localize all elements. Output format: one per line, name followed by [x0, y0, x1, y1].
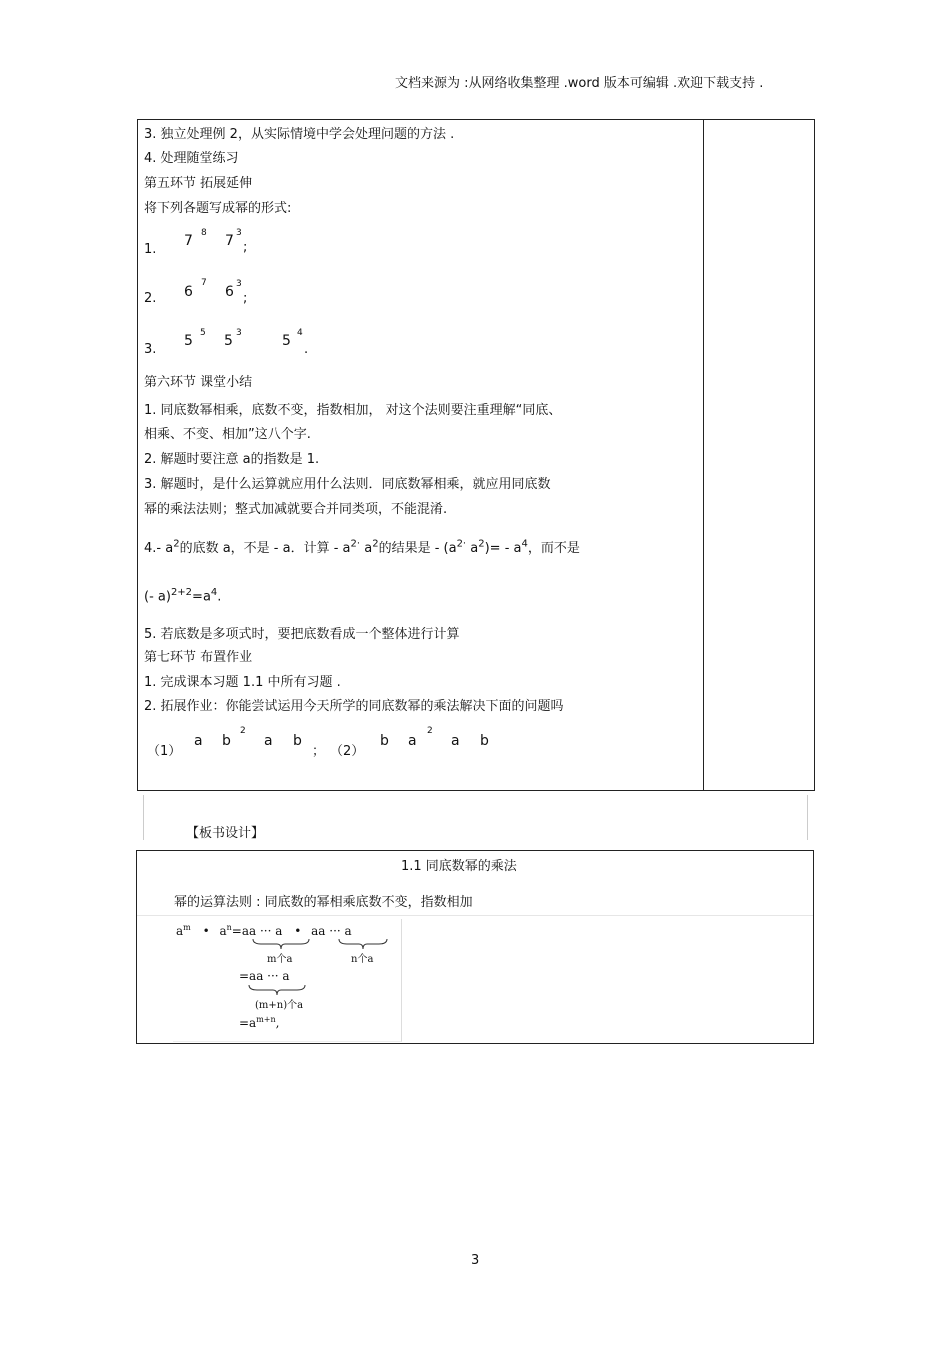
- board-top-border: [136, 850, 814, 851]
- summary-5-line: 5. 若底数是多项式时，要把底数看成一个整体进行计算: [144, 627, 460, 642]
- section-6-heading: 第六环节 课堂小结: [144, 375, 253, 390]
- page-header: 文档来源为 :从网络收集整理 .word 版本可编辑 .欢迎下载支持 .: [395, 76, 764, 91]
- variable: b: [222, 733, 231, 749]
- summary-3-line-a: 3. 解题时，是什么运算就应用什么法则．同底数幂相乘，就应用同底数: [144, 477, 551, 492]
- table-left-border: [137, 119, 138, 791]
- base: 7: [184, 233, 193, 249]
- variable: a: [451, 733, 460, 749]
- brace-label-m-plus-n: (m+n)个a: [255, 1000, 304, 1011]
- problem-2-number: （2）: [330, 744, 365, 759]
- exercise-number: 1.: [144, 242, 157, 257]
- base: 5: [184, 333, 193, 349]
- section-5-heading: 第五环节 拓展延伸: [144, 176, 253, 191]
- base: 5: [282, 333, 291, 349]
- summary-3-line-b: 幂的乘法法则；整式加减就要合并同类项，不能混淆.: [144, 502, 448, 517]
- variable: b: [380, 733, 389, 749]
- exponent: 3: [236, 328, 242, 338]
- board-bottom-border: [136, 1043, 814, 1044]
- variable: a: [408, 733, 417, 749]
- summary-4-line-a: 4.- $a^2$的底数 a，不是 - a．计算 - $a^{2\cdot}$ $a^2$的结果是 - ($a^{2\cdot}$ $a^2)= - a^4$，而不是: [144, 538, 580, 556]
- step-4-line: 4. 处理随堂练习: [144, 151, 239, 166]
- derivation-row-1: $a^m$ • $a^n=aa$ ··· a • aa ··· a: [176, 923, 352, 938]
- punctuation: ;: [243, 291, 248, 306]
- punctuation: ;: [243, 240, 248, 255]
- derivation-row-2: =aa ··· a: [239, 969, 290, 983]
- instruction-line: 将下列各题写成幂的形式:: [144, 201, 292, 216]
- exponent: 2: [427, 726, 433, 736]
- variable: b: [293, 733, 302, 749]
- variable: b: [480, 733, 489, 749]
- board-title: 1.1 同底数幂的乘法: [401, 859, 517, 874]
- summary-1-line-a: 1. 同底数幂相乘，底数不变，指数相加， 对这个法则要注重理解“同底、: [144, 403, 562, 418]
- summary-2-line: 2. 解题时要注意 a的指数是 1.: [144, 452, 320, 467]
- derivation-figure: [173, 919, 402, 1042]
- derivation-row-3: $=a^{m+n}$,: [239, 1015, 280, 1030]
- base: 6: [184, 284, 193, 300]
- exponent: 3: [236, 228, 242, 238]
- exercise-number: 3.: [144, 342, 157, 357]
- board-inner-rule: [137, 915, 813, 916]
- board-left-border: [136, 850, 137, 1044]
- base: 6: [225, 284, 234, 300]
- exponent: 7: [201, 278, 207, 288]
- base: 5: [224, 333, 233, 349]
- board-rule: 幂的运算法则 : 同底数的幂相乘底数不变，指数相加: [174, 895, 473, 910]
- board-design-label: 【板书设计】: [186, 826, 265, 841]
- brace-icon: [247, 983, 317, 997]
- exponent: 3: [236, 279, 242, 289]
- exercise-number: 2.: [144, 291, 157, 306]
- exponent: 5: [200, 328, 206, 338]
- homework-2-line: 2. 拓展作业：你能尝试运用今天所学的同底数幂的乘法解决下面的问题吗: [144, 699, 564, 714]
- board-right-border: [813, 850, 814, 1044]
- table-right-border: [814, 119, 815, 791]
- punctuation: .: [304, 342, 309, 357]
- base: 7: [225, 233, 234, 249]
- faint-left-rule: [143, 795, 144, 840]
- faint-right-rule: [807, 795, 808, 840]
- exponent: 4: [297, 328, 303, 338]
- table-column-divider: [703, 119, 704, 791]
- summary-1-line-b: 相乘、不变、相加”这八个字.: [144, 427, 311, 442]
- page-number: 3: [471, 1253, 480, 1268]
- variable: a: [264, 733, 273, 749]
- brace-label-n: n个a: [351, 954, 374, 965]
- variable: a: [194, 733, 203, 749]
- section-7-heading: 第七环节 布置作业: [144, 650, 253, 665]
- exponent: 2: [240, 726, 246, 736]
- homework-1-line: 1. 完成课本习题 1.1 中所有习题 .: [144, 675, 341, 690]
- problem-1-number: （1）: [147, 744, 182, 759]
- table-top-border: [137, 119, 815, 120]
- brace-icon: [251, 937, 401, 951]
- step-3-line: 3. 独立处理例 2，从实际情境中学会处理问题的方法 .: [144, 127, 455, 142]
- separator: ；: [312, 744, 326, 759]
- summary-4-line-b: (- $a)^{2+2}=a^4$.: [144, 587, 222, 605]
- table-bottom-border: [137, 790, 815, 791]
- brace-label-m: m个a: [267, 954, 293, 965]
- exponent: 8: [201, 228, 207, 238]
